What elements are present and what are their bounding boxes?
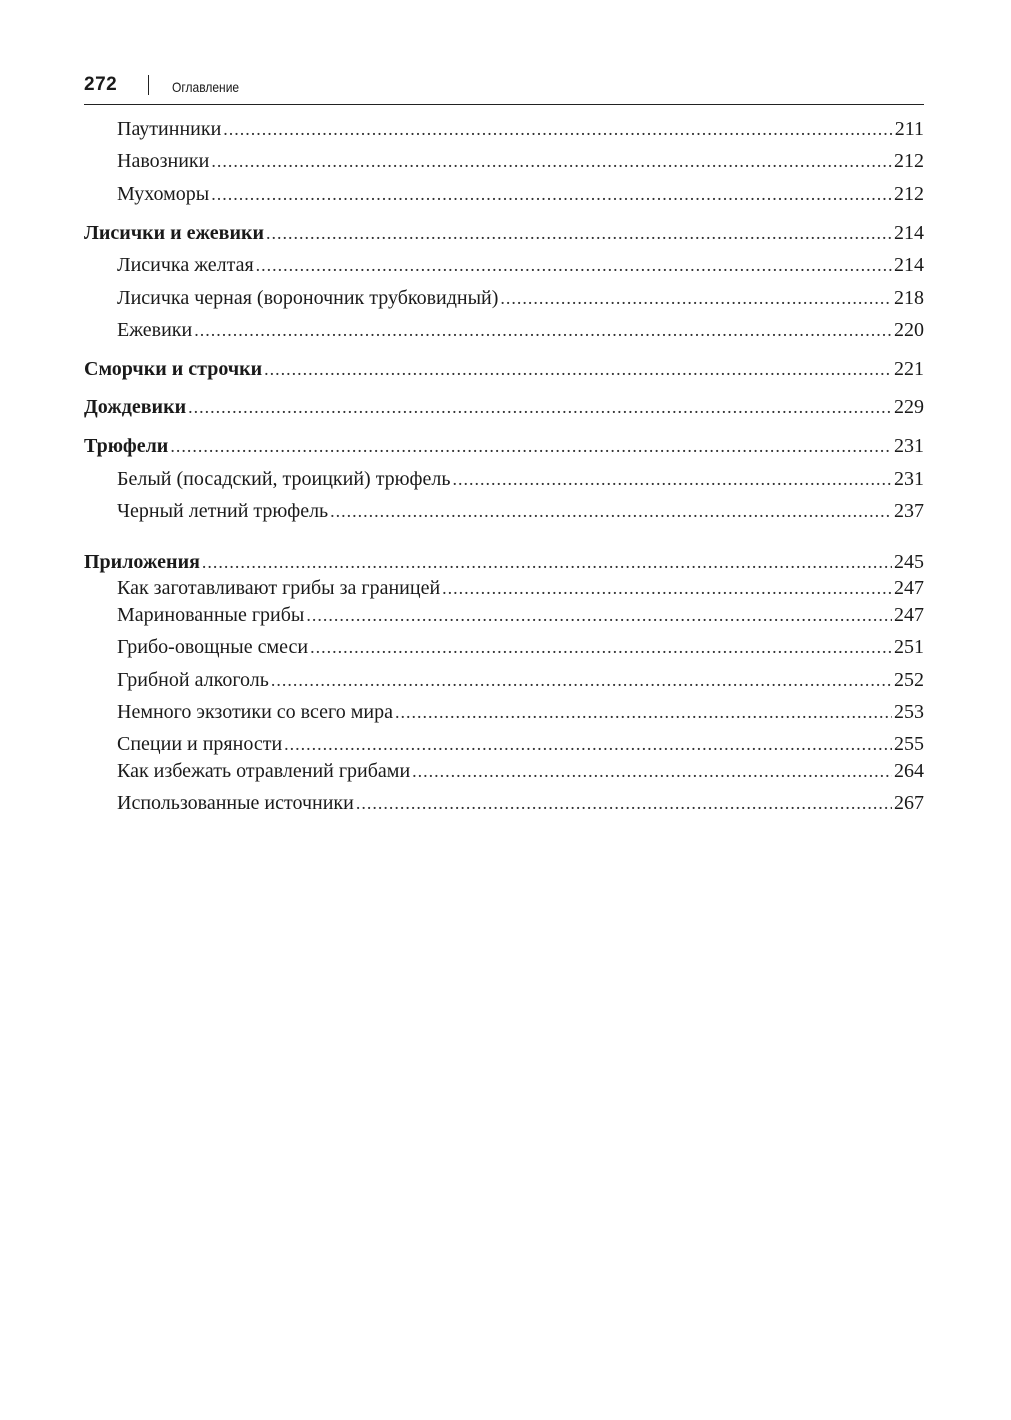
toc-entry <box>84 250 924 280</box>
toc-entry-page: 231 <box>894 435 924 457</box>
toc-entry-title: Приложения <box>84 551 200 573</box>
toc-entry <box>84 697 924 727</box>
toc-entry-title: Паутинники <box>117 118 222 140</box>
page-header <box>84 72 924 105</box>
toc-entry-page: 218 <box>894 287 924 309</box>
dot-leader <box>284 729 892 759</box>
toc-entry-title: Дождевики <box>84 396 187 418</box>
page-number: 272 <box>84 74 118 95</box>
toc-entry-title: Маринованные грибы <box>117 604 305 626</box>
toc-entry <box>84 392 924 422</box>
toc-entry-page: 221 <box>894 358 924 380</box>
dot-leader <box>306 600 892 630</box>
toc-entry-page: 214 <box>894 222 924 244</box>
dot-leader <box>330 496 892 526</box>
dot-leader <box>211 179 892 209</box>
dot-leader <box>310 632 892 662</box>
toc-entry-page: 212 <box>894 150 924 172</box>
dot-leader <box>264 354 892 384</box>
toc-entry-page: 247 <box>894 577 924 599</box>
header-divider <box>148 75 149 95</box>
toc-entry <box>84 573 924 603</box>
dot-leader <box>271 665 892 695</box>
toc-entry <box>84 146 924 176</box>
toc-entry-title: Лисичка желтая <box>117 254 254 276</box>
toc-entry-title: Мухоморы <box>117 183 210 205</box>
dot-leader <box>194 315 892 345</box>
toc-entry-title: Грибной алкоголь <box>117 669 269 691</box>
toc-entry-page: 245 <box>894 551 924 573</box>
toc-entry-page: 251 <box>894 636 924 658</box>
toc-entry-title: Использованные источники <box>117 792 354 814</box>
dot-leader <box>266 218 892 248</box>
toc-entry-page: 247 <box>894 604 924 626</box>
toc-entry-title: Белый (посадский, троицкий) трюфель <box>117 468 451 490</box>
dot-leader <box>170 431 892 461</box>
dot-leader <box>412 756 892 786</box>
toc-entry-title: Как заготавливают грибы за границей <box>117 577 441 599</box>
toc-entry-page: 253 <box>894 701 924 723</box>
toc-entry <box>84 632 924 662</box>
section-title: Оглавление <box>172 79 240 95</box>
toc-entry <box>84 114 924 144</box>
dot-leader <box>452 464 892 494</box>
toc-entry-title: Грибо-овощные смеси <box>117 636 309 658</box>
toc-entry <box>84 665 924 695</box>
dot-leader <box>500 283 892 313</box>
dot-leader <box>188 392 892 422</box>
dot-leader <box>223 114 892 144</box>
dot-leader <box>211 146 892 176</box>
toc-entry-page: 212 <box>894 183 924 205</box>
toc-entry-page: 229 <box>894 396 924 418</box>
toc-entry <box>84 496 924 526</box>
toc-entry-title: Лисичка черная (вороночник трубковидный) <box>117 287 499 309</box>
toc-entry-title: Трюфели <box>84 435 169 457</box>
toc-entry-page: 220 <box>894 319 924 341</box>
toc-entry <box>84 354 924 384</box>
toc-entry <box>84 464 924 494</box>
dot-leader <box>395 697 892 727</box>
toc-entry-page: 211 <box>894 118 924 140</box>
toc-entry-page: 267 <box>894 792 924 814</box>
toc-entry <box>84 729 924 759</box>
toc-entry <box>84 218 924 248</box>
toc-entry-page: 231 <box>894 468 924 490</box>
toc-entry-title: Сморчки и строчки <box>84 358 263 380</box>
toc-entry <box>84 179 924 209</box>
dot-leader <box>442 573 892 603</box>
toc-entry-title: Как избежать отравлений грибами <box>117 760 411 782</box>
toc-entry-title: Немного экзотики со всего мира <box>117 701 393 723</box>
toc-entry-title: Навозники <box>117 150 210 172</box>
toc-entry-title: Черный летний трюфель <box>117 500 329 522</box>
toc-entry-page: 264 <box>894 760 924 782</box>
toc-entry-page: 237 <box>894 500 924 522</box>
toc-entry <box>84 431 924 461</box>
toc-entry <box>84 283 924 313</box>
toc-entry <box>84 600 924 630</box>
toc-entry-page: 255 <box>894 733 924 755</box>
toc-entry <box>84 315 924 345</box>
toc-entry <box>84 788 924 818</box>
dot-leader <box>256 250 892 280</box>
toc-entry-title: Лисички и ежевики <box>84 222 265 244</box>
toc-entry-title: Ежевики <box>117 319 193 341</box>
toc-entry-title: Специи и пряности <box>117 733 283 755</box>
toc-entry-page: 252 <box>894 669 924 691</box>
dot-leader <box>356 788 892 818</box>
toc-entry <box>84 756 924 786</box>
toc-entry-page: 214 <box>894 254 924 276</box>
